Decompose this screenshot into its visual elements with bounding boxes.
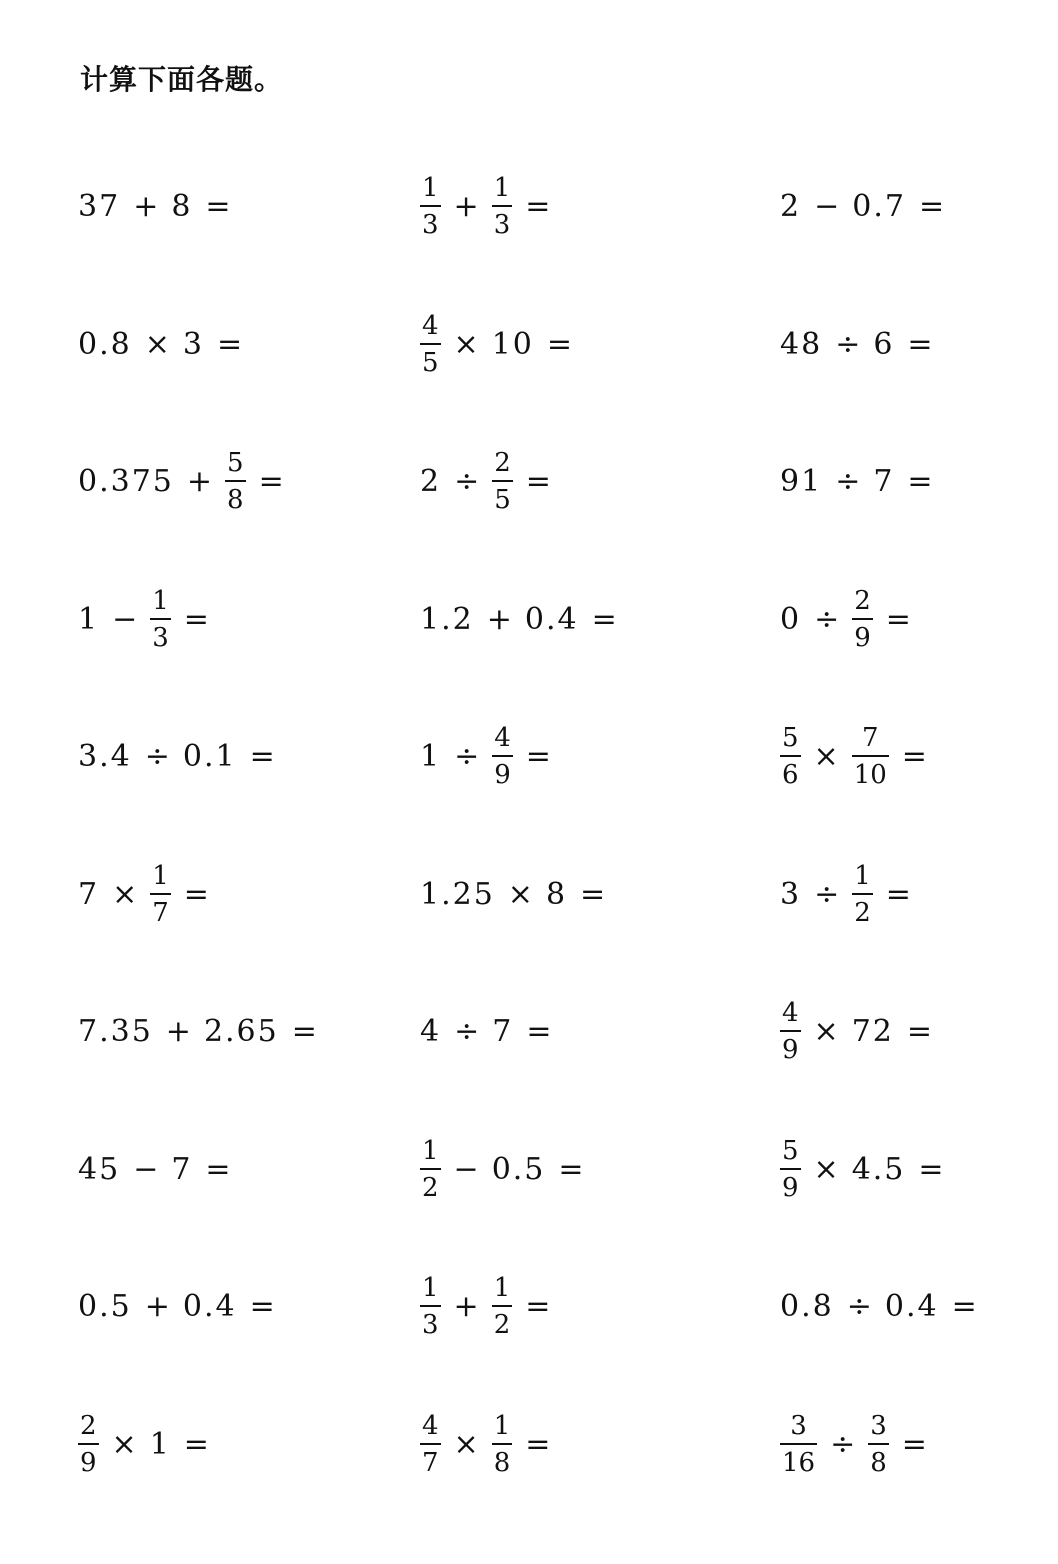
number: 37 bbox=[78, 189, 121, 225]
times-sign: × bbox=[813, 1014, 839, 1050]
denominator: 10 bbox=[852, 755, 889, 788]
number: 7 bbox=[873, 464, 895, 500]
plus-sign: + bbox=[165, 1014, 191, 1050]
equals-sign: = bbox=[558, 1151, 584, 1187]
denominator: 8 bbox=[492, 1443, 513, 1476]
fraction bbox=[492, 1273, 513, 1341]
fraction bbox=[780, 723, 801, 791]
number: 3.4 bbox=[78, 739, 132, 775]
denominator: 2 bbox=[492, 1305, 513, 1338]
problem bbox=[420, 1273, 780, 1341]
denominator: 7 bbox=[420, 1443, 441, 1476]
problem bbox=[78, 739, 420, 774]
minus-sign: − bbox=[453, 1151, 479, 1187]
problem bbox=[78, 327, 420, 362]
problem-row bbox=[78, 1238, 1018, 1376]
denominator: 2 bbox=[852, 893, 873, 926]
denominator: 5 bbox=[420, 343, 441, 376]
problem bbox=[420, 723, 780, 791]
problem bbox=[780, 860, 1018, 928]
times-sign: × bbox=[111, 1426, 137, 1462]
equals-sign: = bbox=[906, 1014, 933, 1050]
numerator: 3 bbox=[870, 1410, 887, 1441]
numerator: 2 bbox=[494, 448, 511, 479]
divide-sign: ÷ bbox=[835, 326, 861, 362]
problem bbox=[780, 998, 1018, 1066]
equals-sign: = bbox=[216, 326, 243, 362]
equals-sign: = bbox=[885, 601, 911, 637]
fraction bbox=[852, 723, 889, 791]
equals-sign: = bbox=[901, 1426, 927, 1462]
number: 8 bbox=[171, 189, 193, 225]
worksheet-title: 计算下面各题。 bbox=[80, 63, 284, 96]
number: 4.5 bbox=[851, 1151, 906, 1187]
problem bbox=[420, 602, 780, 637]
problem bbox=[420, 877, 780, 912]
number: 72 bbox=[851, 1014, 894, 1050]
fraction bbox=[780, 1135, 801, 1203]
numerator: 2 bbox=[80, 1410, 97, 1441]
equals-sign: = bbox=[580, 876, 606, 912]
problem bbox=[780, 1410, 1018, 1478]
times-sign: × bbox=[144, 326, 170, 362]
number: 4 bbox=[420, 1014, 442, 1050]
number: 1.25 bbox=[420, 876, 495, 912]
problem bbox=[780, 464, 1018, 499]
fraction bbox=[420, 1135, 441, 1203]
denominator: 9 bbox=[780, 1168, 801, 1201]
number: 1 bbox=[78, 601, 100, 637]
denominator: 2 bbox=[420, 1168, 441, 1201]
number: 0.5 bbox=[78, 1289, 132, 1325]
equals-sign: = bbox=[907, 464, 933, 500]
problem-row bbox=[78, 551, 1018, 689]
problem bbox=[780, 585, 1018, 653]
fraction bbox=[420, 173, 441, 241]
number: 0.375 bbox=[78, 464, 174, 500]
number: 0.1 bbox=[182, 739, 237, 775]
equals-sign: = bbox=[249, 1289, 275, 1325]
plus-sign: + bbox=[486, 601, 512, 637]
equals-sign: = bbox=[205, 189, 231, 225]
number: 45 bbox=[78, 1151, 121, 1187]
numerator: 5 bbox=[227, 448, 244, 479]
times-sign: × bbox=[507, 876, 533, 912]
number: 91 bbox=[780, 464, 823, 500]
numerator: 1 bbox=[493, 173, 511, 204]
numerator: 1 bbox=[422, 173, 439, 204]
plus-sign: + bbox=[186, 464, 213, 500]
problem bbox=[420, 1135, 780, 1203]
divide-sign: ÷ bbox=[846, 1289, 872, 1325]
equals-sign: = bbox=[183, 876, 209, 912]
fraction bbox=[868, 1410, 889, 1478]
numerator: 1 bbox=[854, 860, 871, 891]
number: 48 bbox=[780, 326, 823, 362]
problem bbox=[420, 173, 780, 241]
problem-row bbox=[78, 276, 1018, 414]
problem bbox=[780, 1289, 1018, 1324]
number: 0.7 bbox=[852, 189, 906, 225]
number: 6 bbox=[873, 326, 895, 362]
number: 1.2 bbox=[420, 601, 474, 637]
denominator: 3 bbox=[492, 205, 513, 238]
numerator: 1 bbox=[422, 1273, 439, 1304]
fraction bbox=[420, 1410, 441, 1478]
divide-sign: ÷ bbox=[454, 739, 480, 775]
number: 1 bbox=[149, 1426, 171, 1462]
number: 7 bbox=[171, 1151, 193, 1187]
problem bbox=[78, 448, 420, 516]
numerator: 3 bbox=[790, 1410, 807, 1441]
number: 10 bbox=[491, 326, 534, 362]
number: 0.8 bbox=[780, 1289, 834, 1325]
numerator: 5 bbox=[782, 723, 799, 754]
problem bbox=[78, 1289, 420, 1324]
number: 0.5 bbox=[491, 1151, 546, 1187]
problem-row bbox=[78, 963, 1018, 1101]
fraction bbox=[150, 585, 171, 653]
fraction bbox=[492, 173, 513, 241]
equals-sign: = bbox=[291, 1014, 317, 1050]
problem-row bbox=[78, 138, 1018, 276]
number: 2 bbox=[780, 189, 802, 225]
equals-sign: = bbox=[918, 1151, 944, 1187]
problem bbox=[780, 327, 1018, 362]
problem bbox=[420, 448, 780, 516]
denominator: 9 bbox=[852, 618, 873, 651]
fraction bbox=[420, 1273, 441, 1341]
number: 2 bbox=[420, 464, 442, 500]
number: 7 bbox=[78, 876, 100, 912]
plus-sign: + bbox=[144, 1289, 170, 1325]
number: 7.35 bbox=[78, 1014, 153, 1050]
times-sign: × bbox=[813, 1151, 839, 1187]
numerator: 2 bbox=[854, 585, 871, 616]
fraction bbox=[225, 448, 246, 516]
numerator: 7 bbox=[861, 723, 879, 754]
number: 3 bbox=[780, 876, 802, 912]
times-sign: × bbox=[453, 326, 479, 362]
number: 0.8 bbox=[78, 326, 132, 362]
equals-sign: = bbox=[205, 1151, 231, 1187]
equals-sign: = bbox=[525, 1289, 551, 1325]
numerator: 4 bbox=[422, 310, 439, 341]
number: 0 bbox=[780, 601, 802, 637]
equals-sign: = bbox=[258, 464, 284, 500]
numerator: 1 bbox=[152, 860, 169, 891]
equals-sign: = bbox=[525, 1426, 551, 1462]
fraction bbox=[492, 448, 513, 516]
problem bbox=[420, 310, 780, 378]
fraction bbox=[150, 860, 171, 928]
equals-sign: = bbox=[183, 1426, 209, 1462]
number: 0.4 bbox=[524, 601, 579, 637]
equals-sign: = bbox=[249, 739, 275, 775]
denominator: 6 bbox=[780, 755, 801, 788]
equals-sign: = bbox=[591, 601, 617, 637]
number: 8 bbox=[545, 876, 568, 912]
numerator: 1 bbox=[152, 585, 169, 616]
plus-sign: + bbox=[453, 1289, 479, 1325]
denominator: 3 bbox=[150, 618, 171, 651]
equals-sign: = bbox=[901, 739, 927, 775]
number: 7 bbox=[492, 1014, 514, 1050]
problem-grid bbox=[78, 138, 1018, 1513]
problem bbox=[780, 189, 1018, 224]
equals-sign: = bbox=[525, 739, 551, 775]
denominator: 3 bbox=[420, 1305, 441, 1338]
divide-sign: ÷ bbox=[454, 464, 480, 500]
plus-sign: + bbox=[133, 189, 159, 225]
fraction bbox=[852, 585, 873, 653]
problem-row bbox=[78, 1101, 1018, 1239]
denominator: 8 bbox=[868, 1443, 889, 1476]
numerator: 1 bbox=[493, 1273, 511, 1304]
divide-sign: ÷ bbox=[814, 601, 840, 637]
numerator: 4 bbox=[782, 998, 799, 1029]
numerator: 1 bbox=[422, 1135, 439, 1166]
numerator: 5 bbox=[782, 1135, 799, 1166]
equals-sign: = bbox=[525, 189, 551, 225]
fraction bbox=[852, 860, 873, 928]
problem bbox=[780, 1135, 1018, 1203]
problem-row bbox=[78, 1376, 1018, 1514]
minus-sign: − bbox=[814, 189, 840, 225]
problem bbox=[78, 860, 420, 928]
denominator: 9 bbox=[780, 1030, 801, 1063]
equals-sign: = bbox=[907, 326, 933, 362]
numerator: 4 bbox=[422, 1410, 439, 1441]
numerator: 4 bbox=[494, 723, 511, 754]
fraction bbox=[780, 998, 801, 1066]
minus-sign: − bbox=[133, 1151, 159, 1187]
problem-row bbox=[78, 688, 1018, 826]
problem bbox=[78, 1014, 420, 1049]
times-sign: × bbox=[453, 1426, 479, 1462]
equals-sign: = bbox=[918, 189, 945, 225]
equals-sign: = bbox=[525, 464, 551, 500]
problem-row bbox=[78, 826, 1018, 964]
divide-sign: ÷ bbox=[835, 464, 861, 500]
number: 2.65 bbox=[203, 1014, 279, 1050]
denominator: 9 bbox=[78, 1443, 99, 1476]
fraction bbox=[78, 1410, 99, 1478]
fraction bbox=[492, 723, 513, 791]
denominator: 7 bbox=[150, 893, 171, 926]
equals-sign: = bbox=[885, 876, 911, 912]
plus-sign: + bbox=[453, 189, 479, 225]
times-sign: × bbox=[112, 876, 138, 912]
denominator: 8 bbox=[225, 480, 246, 513]
problem bbox=[420, 1014, 780, 1049]
divide-sign: ÷ bbox=[454, 1014, 480, 1050]
problem bbox=[78, 585, 420, 653]
denominator: 9 bbox=[492, 755, 513, 788]
number: 0.4 bbox=[884, 1289, 939, 1325]
problem bbox=[780, 723, 1018, 791]
number: 1 bbox=[420, 739, 442, 775]
divide-sign: ÷ bbox=[830, 1426, 856, 1462]
fraction bbox=[492, 1410, 513, 1478]
fraction bbox=[780, 1410, 817, 1478]
problem bbox=[78, 189, 420, 224]
equals-sign: = bbox=[526, 1014, 552, 1050]
problem bbox=[78, 1152, 420, 1187]
equals-sign: = bbox=[951, 1289, 977, 1325]
denominator: 5 bbox=[492, 480, 513, 513]
problem bbox=[78, 1410, 420, 1478]
fraction bbox=[420, 310, 441, 378]
number: 0.4 bbox=[182, 1289, 237, 1325]
numerator: 1 bbox=[493, 1410, 511, 1441]
denominator: 16 bbox=[780, 1443, 817, 1476]
minus-sign: − bbox=[112, 601, 138, 637]
problem-row bbox=[78, 413, 1018, 551]
problem bbox=[420, 1410, 780, 1478]
divide-sign: ÷ bbox=[144, 739, 170, 775]
number: 3 bbox=[182, 326, 204, 362]
equals-sign: = bbox=[546, 326, 573, 362]
divide-sign: ÷ bbox=[814, 876, 840, 912]
times-sign: × bbox=[813, 739, 839, 775]
denominator: 3 bbox=[420, 205, 441, 238]
equals-sign: = bbox=[183, 601, 209, 637]
